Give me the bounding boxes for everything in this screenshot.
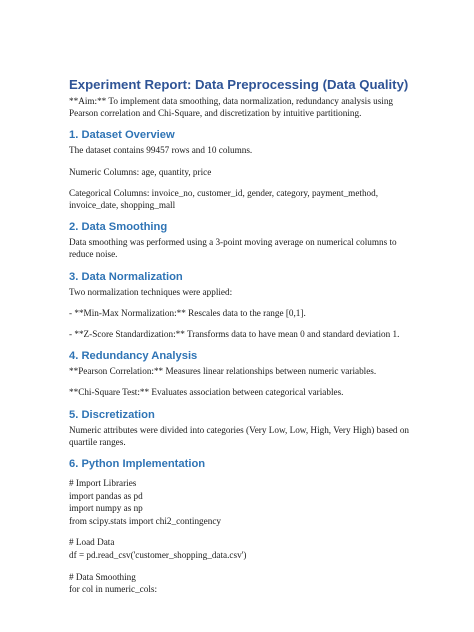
code-block bbox=[69, 477, 409, 596]
aim-line: **Aim:** To implement data smoothing, data normalization, redundancy analysis using bbox=[69, 96, 394, 106]
document-content bbox=[69, 76, 409, 596]
minmax-text: - **Min-Max Normalization:** Rescales data to the range [0,1]. bbox=[69, 307, 306, 318]
code-line: # Load Data bbox=[69, 537, 115, 548]
dataset-rows-text: The dataset contains 99457 rows and 10 columns. bbox=[69, 145, 253, 156]
smoothing-text: Data smoothing was performed using a 3-point moving average on numerical columns to bbox=[69, 237, 397, 248]
dataset-overview-heading: 1. Dataset Overview bbox=[69, 129, 175, 142]
data-smoothing-heading: 2. Data Smoothing bbox=[69, 221, 168, 234]
code-line: # Import Libraries bbox=[69, 478, 137, 489]
code-line: from scipy.stats import chi2_contingency bbox=[69, 515, 221, 526]
redundancy-analysis-heading: 4. Redundancy Analysis bbox=[69, 350, 198, 363]
discretization-text: quartile ranges. bbox=[69, 436, 126, 447]
code-line: import numpy as np bbox=[69, 503, 143, 514]
categorical-columns-text: Categorical Columns: invoice_no, customer_id, gender, category, payment_method, bbox=[69, 187, 379, 198]
discretization-text: Numeric attributes were divided into categories (Very Low, Low, High, Very High) based on bbox=[69, 424, 410, 435]
code-line: import pandas as pd bbox=[69, 490, 143, 501]
data-normalization-heading: 3. Data Normalization bbox=[69, 270, 183, 283]
smoothing-text: reduce noise. bbox=[69, 249, 118, 260]
report-title: Experiment Report: Data Preprocessing (Data Quality) bbox=[69, 77, 409, 92]
python-implementation-heading: 6. Python Implementation bbox=[69, 458, 206, 471]
zscore-text: - **Z-Score Standardization:** Transforms data to have mean 0 and standard deviation 1. bbox=[69, 329, 400, 340]
categorical-columns-text: invoice_date, shopping_mall bbox=[69, 200, 176, 211]
code-line: # Data Smoothing bbox=[69, 571, 136, 582]
numeric-columns-text: Numeric Columns: age, quantity, price bbox=[69, 166, 212, 177]
code-line: df = pd.read_csv('customer_shopping_data.csv') bbox=[69, 550, 247, 561]
discretization-heading: 5. Discretization bbox=[69, 408, 155, 421]
chi-square-text: **Chi-Square Test:** Evaluates association between categorical variables. bbox=[69, 387, 344, 398]
code-line: for col in numeric_cols: bbox=[69, 584, 158, 595]
aim-line: Pearson correlation and Chi-Square, and discretization by intuitive partitioning. bbox=[69, 108, 362, 119]
normalization-intro-text: Two normalization techniques were applied: bbox=[69, 286, 233, 297]
pearson-text: **Pearson Correlation:** Measures linear relationships between numeric variables. bbox=[69, 366, 377, 377]
